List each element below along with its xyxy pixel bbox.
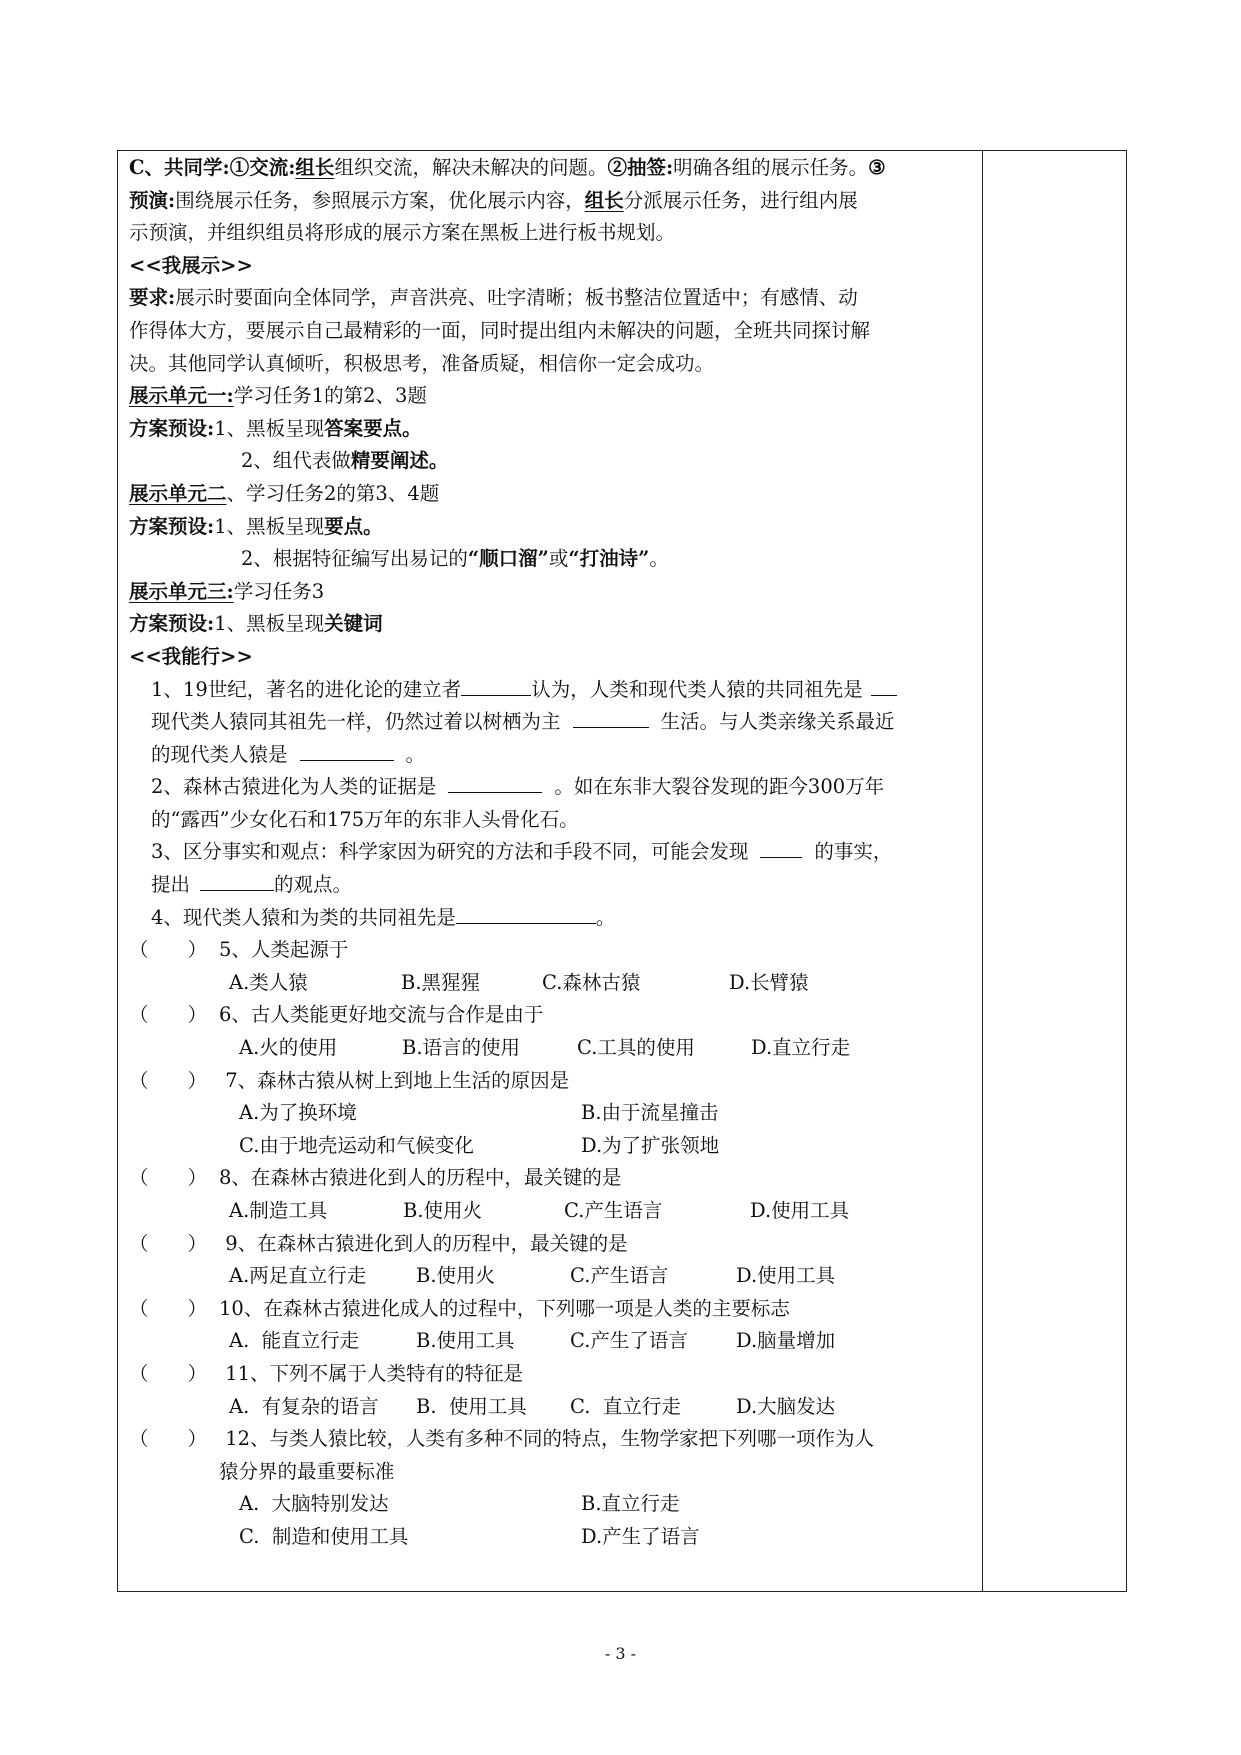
- question-8-options: [129, 1195, 977, 1228]
- plan-emphasis: “打油诗”: [568, 547, 650, 571]
- question-text: 3、区分事实和观点：科学家因为研究的方法和手段不同，可能会发现: [151, 840, 749, 864]
- option-c: C.工具的使用: [577, 1036, 695, 1060]
- question-10-stem: [129, 1293, 977, 1326]
- option-a: A.两足直立行走: [229, 1264, 367, 1288]
- unit-3-plan-1: [129, 608, 977, 641]
- question-1-line-3: [129, 739, 977, 772]
- question-4-line: [129, 902, 977, 935]
- option-b: B.语言的使用: [402, 1036, 521, 1060]
- section-c-text: 组织交流，解决未解决的问题。: [334, 156, 608, 179]
- unit-2-plan-2: [129, 543, 977, 576]
- plan-label: 方案预设:: [129, 416, 215, 440]
- unit-3-title-line: [129, 576, 977, 609]
- unit-2-plan-1: [129, 511, 977, 544]
- option-c: C.森林古猿: [542, 970, 641, 994]
- plan-text: 2、根据特征编写出易记的: [241, 547, 468, 571]
- option-b: B.使用火: [416, 1264, 496, 1288]
- question-text: 8、在森林古猿进化到人的历程中，最关键的是: [219, 1166, 622, 1190]
- question-text: 提出: [151, 873, 191, 897]
- question-text: 生活。与人类亲缘关系最近: [660, 710, 895, 734]
- answer-blank[interactable]: [448, 772, 542, 793]
- answer-paren[interactable]: （ ）: [129, 1231, 208, 1255]
- question-3-line-2: [129, 869, 977, 902]
- answer-paren[interactable]: （ ）: [129, 1068, 208, 1092]
- plan-text: 1、黑板呈现: [214, 416, 325, 440]
- option-d: D.产生了语言: [581, 1524, 700, 1548]
- requirement-line-2: 作得体大方，要展示自己最精彩的一面，同时提出组内未解决的问题，全班共同探讨解: [129, 318, 871, 342]
- question-8-stem: [129, 1162, 977, 1195]
- option-d: D.使用工具: [736, 1264, 836, 1288]
- question-11-options: [129, 1391, 977, 1424]
- option-a: A. 能直立行走: [229, 1329, 360, 1353]
- question-7-stem: [129, 1065, 977, 1098]
- plan-text: 。: [649, 547, 669, 571]
- option-a: A.为了换环境: [239, 1101, 357, 1125]
- question-5-stem: [129, 934, 977, 967]
- section-c-label: C、共同学:: [129, 156, 230, 179]
- unit-2-title-line: [129, 478, 977, 511]
- answer-paren[interactable]: （ ）: [129, 1003, 208, 1027]
- plan-emphasis: 精要阐述。: [350, 449, 449, 473]
- section-c-text: 分派展示任务，进行组内展: [623, 188, 858, 212]
- page-number: - 3 -: [604, 1644, 637, 1663]
- option-d: D.为了扩张领地: [581, 1133, 720, 1157]
- question-10-options: [129, 1325, 977, 1358]
- option-b: B.使用火: [403, 1199, 483, 1222]
- plan-text: 2、组代表做: [241, 449, 351, 473]
- question-12-options-row-2: [129, 1521, 977, 1554]
- question-3-line-1: [129, 836, 977, 869]
- question-12-stem: [129, 1423, 977, 1456]
- question-1-line-1: [129, 674, 977, 707]
- question-7-options-row-1: [129, 1097, 977, 1130]
- answer-paren[interactable]: （ ）: [129, 1296, 208, 1320]
- question-text: 的事实，: [814, 840, 893, 864]
- answer-blank[interactable]: [760, 837, 802, 858]
- option-c: C.由于地壳运动和气候变化: [239, 1133, 474, 1157]
- question-text: 11、下列不属于人类特有的特征是: [219, 1361, 524, 1385]
- section-c-line-2: [129, 185, 977, 218]
- question-text: 7、森林古猿从树上到地上生活的原因是: [219, 1068, 570, 1092]
- answer-paren[interactable]: （ ）: [129, 1166, 208, 1190]
- question-text: 12、与类人猿比较，人类有多种不同的特点，生物学家把下列哪一项作为人: [219, 1427, 875, 1451]
- exchange-label: ①交流:: [229, 156, 296, 179]
- plan-text: 1、黑板呈现: [214, 514, 325, 538]
- requirement-text: 展示时要面向全体同学，声音洪亮、吐字清晰；板书整洁位置适中；有感情、动: [175, 286, 858, 310]
- unit-1-title: 展示单元一:: [129, 384, 234, 408]
- question-6-stem: [129, 999, 977, 1032]
- question-9-options: [129, 1260, 977, 1293]
- requirement-line-3: 决。其他同学认真倾听，积极思考，准备质疑，相信你一定会成功。: [129, 351, 715, 375]
- question-text: 现代类人猿同其祖先一样，仍然过着以树栖为主: [151, 710, 561, 734]
- question-9-stem: [129, 1228, 977, 1261]
- question-2-line-1: [129, 771, 977, 804]
- question-11-stem: [129, 1358, 977, 1391]
- question-1-line-2: [129, 706, 977, 739]
- question-text: 10、在森林古猿进化成人的过程中，下列哪一项是人类的主要标志: [219, 1296, 790, 1320]
- question-text: 的观点。: [274, 873, 353, 897]
- unit-1-plan-2: [129, 445, 977, 478]
- answer-blank[interactable]: [871, 675, 897, 696]
- answer-blank[interactable]: [461, 675, 531, 696]
- plan-text: 1、黑板呈现: [214, 612, 325, 636]
- question-5-options: [129, 967, 977, 1000]
- option-c: C.产生了语言: [570, 1329, 688, 1353]
- option-a: A. 有复杂的语言: [229, 1394, 379, 1418]
- answer-blank[interactable]: [456, 903, 596, 924]
- unit-1-task: 学习任务1的第2、3题: [233, 384, 427, 408]
- question-text: 的现代类人猿是: [151, 742, 288, 766]
- section-c-text: 围绕展示任务，参照展示方案，优化展示内容，: [175, 188, 585, 212]
- option-a: A.类人猿: [229, 970, 308, 994]
- question-6-options: [129, 1032, 977, 1065]
- option-a: A.制造工具: [229, 1199, 328, 1222]
- question-text: 。: [595, 905, 616, 929]
- unit-1-plan-1: [129, 413, 977, 446]
- show-heading: <<我展示>>: [129, 253, 253, 277]
- can-heading: <<我能行>>: [129, 644, 253, 668]
- question-text: 。如在东非大裂谷发现的距今300万年: [554, 775, 885, 799]
- option-c: C. 制造和使用工具: [239, 1524, 409, 1548]
- section-c-line-1: [129, 152, 977, 185]
- option-d: D.大脑发达: [736, 1394, 836, 1418]
- plan-label: 方案预设:: [129, 514, 215, 538]
- plan-label: 方案预设:: [129, 612, 215, 636]
- question-12-stem-2: 猿分界的最重要标准: [219, 1459, 395, 1483]
- requirement-label: 要求:: [129, 286, 176, 310]
- answer-blank[interactable]: [573, 707, 649, 728]
- group-leader-text: 组长: [584, 188, 624, 212]
- option-c: C.产生语言: [570, 1264, 669, 1288]
- option-c: C.产生语言: [564, 1199, 663, 1222]
- unit-1-title-line: [129, 380, 977, 413]
- question-text: 6、古人类能更好地交流与合作是由于: [219, 1003, 544, 1027]
- step-three-marker: ③: [868, 156, 886, 179]
- option-b: B.黑猩猩: [401, 970, 481, 994]
- answer-paren[interactable]: （ ）: [129, 1361, 208, 1385]
- unit-2-title: 展示单元二: [129, 481, 227, 505]
- question-text: 1、19世纪，著名的进化论的建立者: [151, 677, 462, 701]
- question-text: 5、人类起源于: [219, 938, 349, 962]
- option-d: D.使用工具: [750, 1199, 850, 1222]
- option-d: D.长臂猿: [729, 970, 809, 994]
- answer-blank[interactable]: [200, 870, 274, 891]
- plan-emphasis: “顺口溜”: [467, 547, 549, 571]
- table-column-divider: [982, 150, 983, 1592]
- question-2-line-2: 的“露西”少女化石和175万年的东非人头骨化石。: [151, 807, 579, 831]
- option-b: B.使用工具: [416, 1329, 515, 1353]
- question-text: 。: [405, 742, 426, 766]
- rehearsal-label: 预演:: [129, 188, 176, 212]
- plan-emphasis: 要点。: [324, 514, 383, 538]
- option-c: C. 直立行走: [570, 1394, 681, 1418]
- answer-paren[interactable]: （ ）: [129, 938, 208, 962]
- answer-paren[interactable]: （ ）: [129, 1427, 208, 1451]
- option-b: B.由于流星撞击: [581, 1101, 719, 1125]
- answer-blank[interactable]: [300, 740, 394, 761]
- question-12-options-row-1: [129, 1488, 977, 1521]
- option-d: D.直立行走: [751, 1036, 851, 1060]
- option-a: A.火的使用: [239, 1036, 338, 1060]
- section-c-text: 明确各组的展示任务。: [673, 156, 869, 179]
- requirement-line-1: [129, 282, 977, 315]
- group-leader-text: 组长: [295, 156, 335, 179]
- option-b: B. 使用工具: [416, 1394, 527, 1418]
- worksheet-content: [129, 152, 977, 1554]
- question-7-options-row-2: [129, 1130, 977, 1163]
- unit-3-title: 展示单元三:: [129, 579, 234, 603]
- option-a: A. 大脑特别发达: [239, 1492, 389, 1516]
- question-text: 2、森林古猿进化为人类的证据是: [151, 775, 437, 799]
- plan-text: 或: [548, 547, 569, 571]
- option-b: B.直立行走: [581, 1492, 680, 1516]
- question-text: 4、现代类人猿和为类的共同祖先是: [151, 905, 456, 929]
- plan-emphasis: 关键词: [324, 612, 383, 636]
- unit-2-task: 、学习任务2的第3、4题: [226, 481, 440, 505]
- plan-emphasis: 答案要点。: [324, 416, 422, 440]
- draw-lots-label: ②抽签:: [607, 156, 674, 179]
- option-d: D.脑量增加: [736, 1329, 836, 1353]
- question-text: 9、在森林古猿进化到人的历程中，最关键的是: [219, 1231, 628, 1255]
- unit-3-task: 学习任务3: [233, 579, 325, 603]
- question-text: 认为，人类和现代类人猿的共同祖先是: [531, 677, 863, 701]
- section-c-line-3: 示预演，并组织组员将形成的展示方案在黑板上进行板书规划。: [129, 221, 676, 245]
